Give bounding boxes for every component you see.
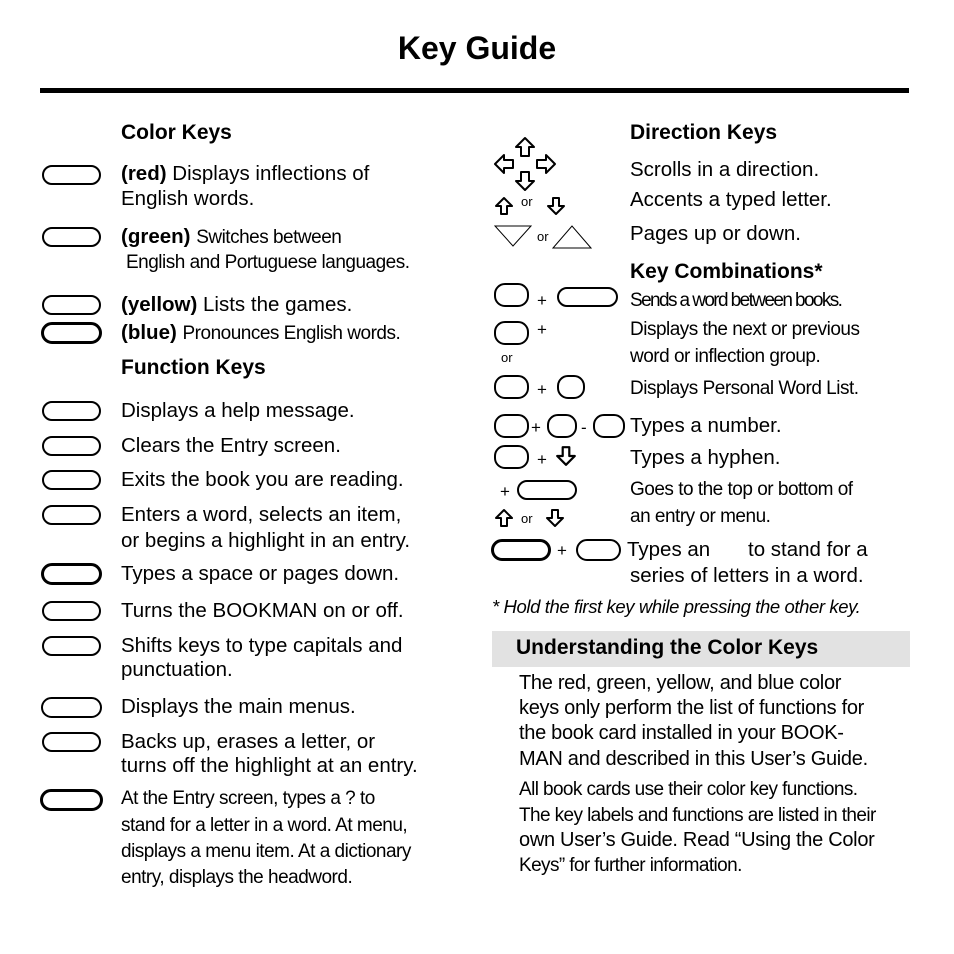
page-title: Key Guide <box>397 30 557 66</box>
function-item: punctuation. <box>121 658 233 681</box>
down-arrow-icon <box>546 196 566 216</box>
or-label: or <box>521 511 533 526</box>
dash-sign: - <box>581 418 587 437</box>
function-item: or begins a highlight in an entry. <box>121 529 411 552</box>
yellow-key-desc: (yellow) Lists the games. <box>121 293 353 316</box>
function-keys-heading: Function Keys <box>121 356 266 379</box>
direction-item: Accents a typed letter. <box>630 188 832 211</box>
paragraph-line: own User’s Guide. Read “Using the Color <box>519 829 875 851</box>
red-key-icon <box>42 165 101 185</box>
menu-key-icon <box>41 697 102 718</box>
function-item: Enters a word, selects an item, <box>121 503 402 526</box>
green-key-desc: (green) Switches between <box>121 225 342 248</box>
paragraph-line: keys only perform the list of functions for <box>519 697 865 719</box>
back-key-icon <box>42 470 101 490</box>
green-key-icon <box>42 227 101 247</box>
combo-item: word or inflection group. <box>630 346 821 367</box>
function-item: Displays the main menus. <box>121 695 356 718</box>
combo-key-icon <box>593 414 625 438</box>
combo-item: Types an <box>627 538 711 561</box>
on-off-key-icon <box>42 601 101 621</box>
plus-sign: + <box>537 320 547 339</box>
enter-key-icon <box>42 505 101 525</box>
blue-key-desc: (blue) Pronounces English words. <box>121 321 401 344</box>
paragraph-line: Keys” for further information. <box>519 855 742 876</box>
combo-key-icon <box>557 375 585 399</box>
combo-key-icon <box>491 539 551 561</box>
function-item: stand for a letter in a word. At menu, <box>121 815 408 836</box>
plus-sign: + <box>537 291 547 310</box>
combo-key-icon <box>494 375 529 399</box>
combo-item: Types a number. <box>630 414 782 437</box>
footnote: * Hold the first key while pressing the other key. <box>492 596 861 617</box>
color-keys-heading: Color Keys <box>121 121 232 144</box>
paragraph-line: the book card installed in your BOOK- <box>519 722 844 744</box>
function-item: Backs up, erases a letter, or <box>121 730 376 753</box>
combo-item: Goes to the top or bottom of <box>630 479 853 500</box>
combo-key-icon <box>547 414 577 438</box>
red-key-desc-2: English words. <box>121 187 255 210</box>
paragraph-line: MAN and described in this User’s Guide. <box>519 748 868 770</box>
combo-key-icon <box>576 539 621 561</box>
plus-sign: + <box>537 380 547 399</box>
combo-key-icon <box>494 321 529 345</box>
function-item: Displays a help message. <box>121 399 355 422</box>
function-item: entry, displays the headword. <box>121 867 353 888</box>
direction-item: Scrolls in a direction. <box>630 158 820 181</box>
yellow-key-icon <box>42 295 101 315</box>
plus-sign: + <box>537 450 547 469</box>
function-item: displays a menu item. At a dictionary <box>121 841 411 862</box>
space-key-icon <box>41 563 102 585</box>
down-arrow-icon <box>555 445 577 467</box>
help-key-icon <box>42 401 101 421</box>
backspace-key-icon <box>42 732 101 752</box>
combo-item: Displays Personal Word List. <box>630 378 859 399</box>
down-arrow-icon <box>545 508 565 528</box>
combo-key-icon <box>557 287 618 307</box>
direction-arrows-icon <box>492 136 558 192</box>
plus-sign: + <box>557 541 567 560</box>
function-item: Turns the BOOKMAN on or off. <box>121 599 404 622</box>
paragraph-line: The key labels and functions are listed in their <box>519 805 876 826</box>
or-label: or <box>501 350 513 365</box>
or-label: or <box>537 229 549 244</box>
direction-item: Pages up or down. <box>630 222 801 245</box>
or-label: or <box>521 194 533 209</box>
clear-key-icon <box>42 436 101 456</box>
combo-item: series of letters in a word. <box>630 564 864 587</box>
combo-item: to stand for a <box>748 538 868 561</box>
function-item: At the Entry screen, types a ? to <box>121 788 375 809</box>
understanding-heading: Understanding the Color Keys <box>516 636 819 659</box>
up-arrow-icon <box>494 508 514 528</box>
function-item: turns off the highlight at an entry. <box>121 754 418 777</box>
combo-key-icon <box>517 480 577 500</box>
combo-key-icon <box>494 414 529 438</box>
function-item: Shifts keys to type capitals and <box>121 634 403 657</box>
key-combinations-heading: Key Combinations* <box>630 260 823 283</box>
combo-key-icon <box>494 445 529 469</box>
combo-key-icon <box>494 283 529 307</box>
plus-sign: + <box>531 418 541 437</box>
paragraph-line: The red, green, yellow, and blue color <box>519 672 842 694</box>
combo-item: Sends a word between books. <box>630 290 842 311</box>
combo-item: Displays the next or previous <box>630 319 860 340</box>
blue-key-icon <box>41 322 102 344</box>
function-item: Exits the book you are reading. <box>121 468 404 491</box>
understanding-heading-bar <box>492 631 910 667</box>
combo-item: Types a hyphen. <box>630 446 781 469</box>
shift-key-icon <box>42 636 101 656</box>
function-item: Clears the Entry screen. <box>121 434 341 457</box>
title-rule <box>40 88 909 93</box>
direction-keys-heading: Direction Keys <box>630 121 778 144</box>
question-key-icon <box>40 789 103 811</box>
red-key-desc: (red) Displays inflections of <box>121 162 370 185</box>
page-up-key-icon <box>552 224 592 250</box>
plus-sign: + <box>500 482 510 501</box>
function-item: Types a space or pages down. <box>121 562 400 585</box>
up-arrow-icon <box>494 196 514 216</box>
paragraph-line: All book cards use their color key functions. <box>519 779 858 800</box>
green-key-desc-2: English and Portuguese languages. <box>126 252 410 273</box>
combo-item: an entry or menu. <box>630 506 771 527</box>
page-down-key-icon <box>494 224 532 248</box>
